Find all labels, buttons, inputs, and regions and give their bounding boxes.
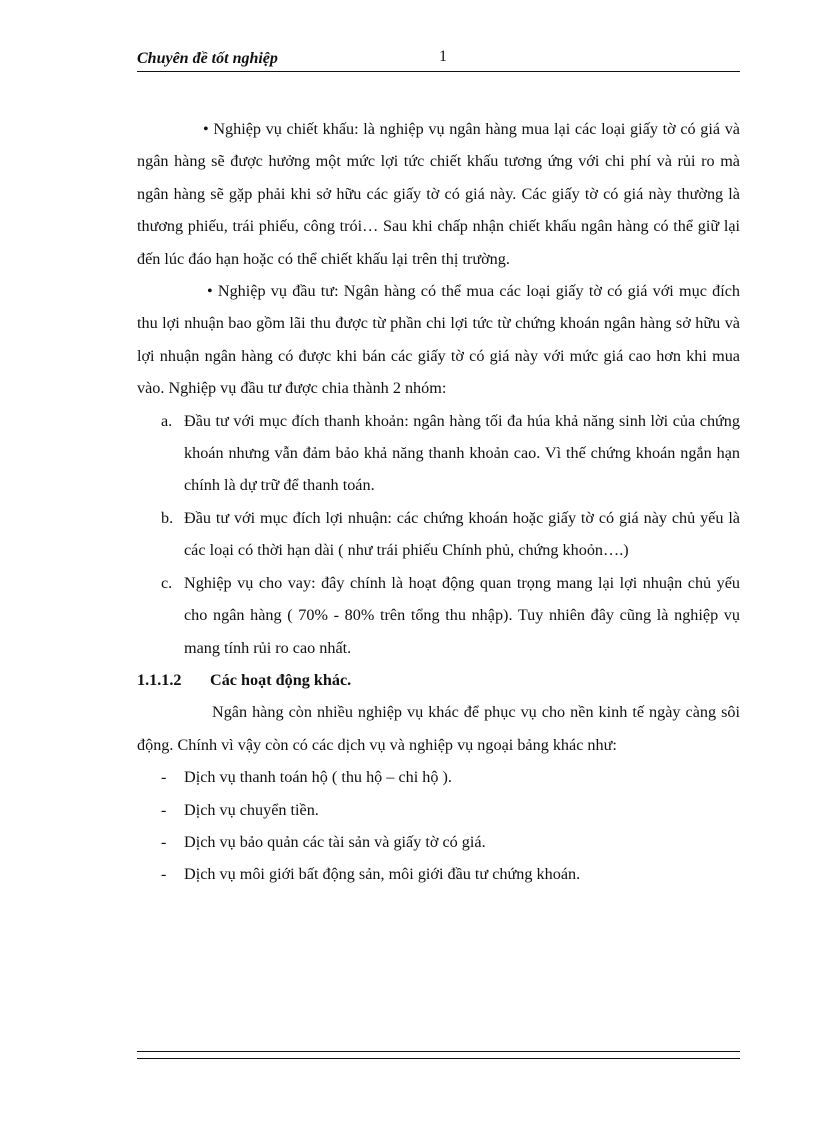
list-item — [137, 502, 740, 567]
list-item-text: Dịch vụ chuyển tiền. — [184, 800, 319, 819]
page-header — [137, 48, 740, 72]
header-rule — [137, 71, 740, 72]
list-marker: c. — [161, 573, 173, 592]
paragraph-other-services: Ngân hàng còn nhiều nghiệp vụ khác để phục vụ cho nền kinh tế ngày càng sôi động. Chính vì vậy còn có các dịch vụ và nghiệp vụ ngoại bảng khác như: — [137, 703, 740, 754]
list-marker: a. — [161, 411, 173, 430]
list-item-text: Dịch vụ môi giới bất động sản, môi giới đầu tư chứng khoán. — [184, 865, 581, 884]
paragraph-discount: • Nghiệp vụ chiết khấu: là nghiệp vụ ngân hàng mua lại các loại giấy tờ có giá và ngân hàng sẽ được hưởng một mức lợi tức chiết khấu tương ứng với chi phí và rủi ro mà ngân hàng sẽ gặp phải khi sở hữu các giấy tờ có giá này. Các giấy tờ có giá này thường là thương phiếu, trái phiếu, công trói… Sau khi chấp nhận chiết khấu ngân hàng có thể giữ lại đến lúc đáo hạn hoặc có thể chiết khấu lại trên thị trường. — [137, 120, 740, 268]
list-item-text: Đầu tư với mục đích lợi nhuận: các chứng khoán hoặc giấy tờ có giá này chủ yếu là các loại có thời hạn dài ( như trái phiếu Chính phủ, chứng khoỏn….) — [184, 508, 740, 560]
list-item — [137, 567, 740, 664]
section-heading — [137, 664, 740, 696]
list-item-text: Nghiệp vụ cho vay: đây chính là hoạt động quan trọng mang lại lợi nhuận chủ yếu cho ngân hàng ( 70% - 80% trên tổng thu nhập). Tuy nhiên đây cũng là nghiệp vụ mang tính rủi ro cao nhất. — [184, 573, 740, 657]
list-item-text: Dịch vụ thanh toán hộ ( thu hộ – chi hộ ). — [184, 768, 452, 787]
document-body — [137, 113, 740, 891]
page-number: 1 — [439, 48, 447, 65]
list-item-text: Đầu tư với mục đích thanh khoản: ngân hàng tối đa húa khả năng sinh lời của chứng khoán nhưng vẫn đảm bảo khả năng thanh khoản cao. Vì thế chứng khoán ngắn hạn chính là dự trữ để thanh toán. — [184, 411, 740, 495]
list-marker: b. — [161, 508, 174, 527]
section-title: Các hoạt động khác. — [210, 670, 352, 689]
dash-bullet-icon: - — [161, 832, 167, 851]
list-item — [137, 761, 740, 793]
header-title: Chuyên đề tốt nghiệp — [137, 50, 278, 67]
dash-bullet-icon: - — [161, 768, 167, 787]
paragraph-investment: • Nghiệp vụ đầu tư: Ngân hàng có thể mua các loại giấy tờ có giá với mục đích thu lợi nhuận bao gồm lãi thu được từ phần chi lợi tức từ chứng khoán ngân hàng sở hữu và lợi nhuận ngân hàng có được khi bán các giấy tờ có giá này với mức giá cao hơn khi mua vào. Nghiệp vụ đầu tư được chia thành 2 nhóm: — [137, 282, 740, 398]
section-number: 1.1.1.2 — [137, 670, 182, 689]
list-item-text: Dịch vụ bảo quản các tài sản và giấy tờ có giá. — [184, 832, 486, 851]
dash-bullet-icon: - — [161, 800, 167, 819]
footer-double-rule — [137, 1051, 740, 1059]
investment-group-list — [137, 405, 740, 664]
list-item — [137, 858, 740, 890]
services-list — [137, 761, 740, 891]
list-item — [137, 826, 740, 858]
list-item — [137, 405, 740, 502]
list-item — [137, 794, 740, 826]
dash-bullet-icon: - — [161, 865, 167, 884]
